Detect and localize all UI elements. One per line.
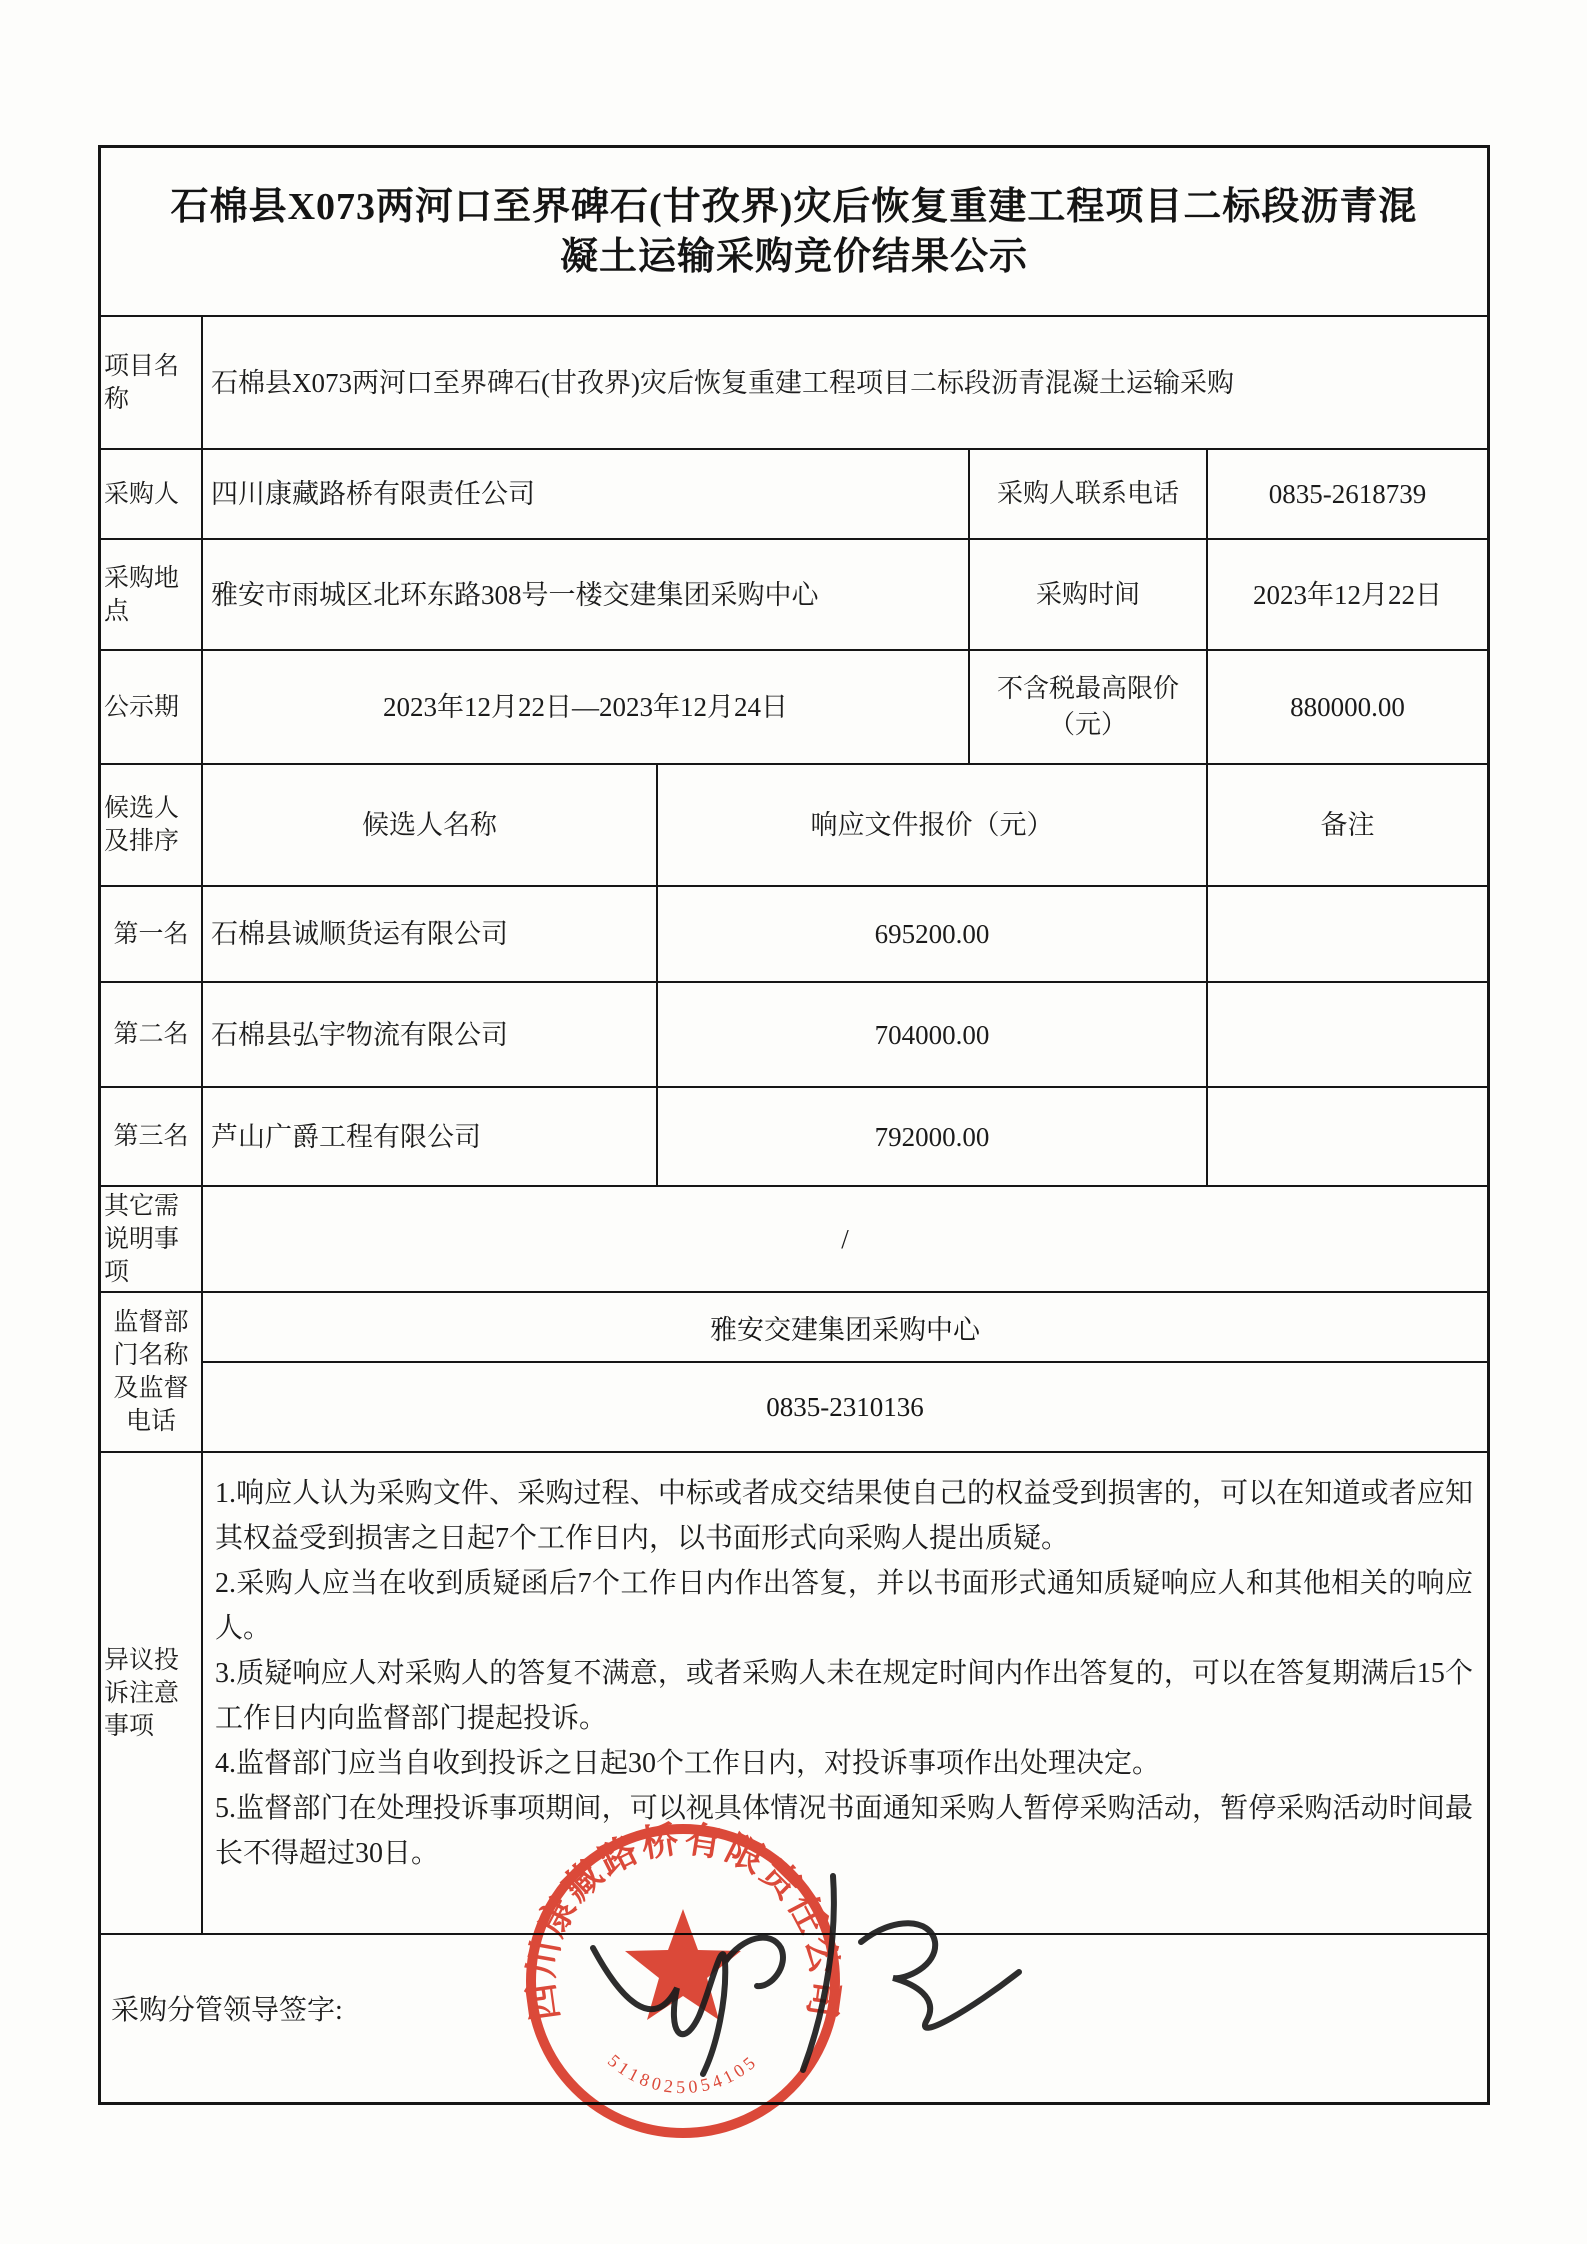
candidates-remark-header: 备注 [1320,810,1375,840]
table-row [101,887,1487,983]
complaint-item-2: 2.采购人应当在收到质疑函后7个工作日内作出答复，并以书面形式通知质疑响应人和其他相关的响应人。 [215,1568,1473,1644]
location-row [101,540,1487,651]
publicity-period-label: 公示期 [101,651,203,763]
table-row [101,983,1487,1088]
candidate-rank: 第二名 [101,983,203,1086]
other-notes-row [101,1187,1487,1293]
candidate-rank: 第一名 [101,887,203,981]
max-price-label: 不含税最高限价（元） [970,651,1208,763]
purchaser-phone-label: 采购人联系电话 [970,450,1208,538]
candidate-name: 石棉县弘宇物流有限公司 [203,983,658,1086]
candidate-name: 芦山广爵工程有限公司 [203,1088,658,1185]
location-label: 采购地点 [101,540,203,649]
page-title: 石棉县X073两河口至界碑石(甘孜界)灾后恢复重建工程项目二标段沥青混凝土运输采购竞价结果公示 [170,185,1418,278]
time-value: 2023年12月22日 [1253,579,1442,610]
project-name-label: 项目名称 [101,317,203,448]
supervision-department: 雅安交建集团采购中心 [203,1293,1487,1363]
supervision-row [101,1293,1487,1453]
complaint-item-5: 5.监督部门在处理投诉事项期间，可以视具体情况书面通知采购人暂停采购活动，暂停采购活动时间最长不得超过30日。 [215,1793,1473,1869]
publicity-period-value: 2023年12月22日—2023年12月24日 [203,651,970,763]
complaint-notes [203,1453,1487,1933]
candidates-header-row [101,765,1487,887]
seal-serial-text: 5118025054105 [604,2050,762,2098]
complaint-item-4: 4.监督部门应当自收到投诉之日起30个工作日内，对投诉事项作出处理决定。 [215,1748,1161,1779]
project-name-value: 石棉县X073两河口至界碑石(甘孜界)灾后恢复重建工程项目二标段沥青混凝土运输采购 [211,367,1234,398]
candidate-name: 石棉县诚顺货运有限公司 [203,887,658,981]
purchaser-label: 采购人 [101,450,203,538]
signature-row [101,1935,1487,2108]
complaint-item-3: 3.质疑响应人对采购人的答复不满意，或者采购人未在规定时间内作出答复的，可以在答复期满后15个工作日内向监督部门提起投诉。 [215,1658,1473,1734]
complaint-label: 异议投诉注意事项 [101,1453,203,1933]
candidate-remark [1208,983,1487,1086]
candidates-rank-header: 候选人及排序 [101,765,203,885]
publicity-period-row [101,651,1487,765]
supervision-values [203,1293,1487,1451]
location-value: 雅安市雨城区北环东路308号一楼交建集团采购中心 [203,540,970,649]
purchaser-value: 四川康藏路桥有限责任公司 [203,450,970,538]
table-row [101,1088,1487,1187]
candidate-price: 792000.00 [658,1088,1208,1185]
purchaser-phone-value: 0835-2618739 [1268,479,1427,509]
result-table [98,145,1490,2105]
candidate-price: 695200.00 [658,887,1208,981]
project-name-row [101,317,1487,450]
supervision-phone: 0835-2310136 [766,1391,924,1422]
signature-label: 采购分管领导签字: [111,1995,343,2026]
candidate-rank: 第三名 [101,1088,203,1185]
title-row [101,148,1487,317]
candidate-price: 704000.00 [658,983,1208,1086]
candidate-remark [1208,887,1487,981]
purchaser-row [101,450,1487,540]
complaint-item-1: 1.响应人认为采购文件、采购过程、中标或者成交结果使自己的权益受到损害的，可以在知道或者应知其权益受到损害之日起7个工作日内，以书面形式向采购人提出质疑。 [215,1478,1473,1554]
complaint-row [101,1453,1487,1935]
other-notes-label: 其它需说明事项 [101,1187,203,1291]
other-notes-value: / [841,1224,849,1254]
candidate-remark [1208,1088,1487,1185]
candidates-price-header: 响应文件报价（元） [658,765,1208,885]
candidates-name-header: 候选人名称 [203,765,658,885]
max-price-value: 880000.00 [1290,692,1405,722]
time-label: 采购时间 [970,540,1208,649]
supervision-label: 监督部门名称及监督电话 [101,1293,203,1451]
seal-company-text: 四川康藏路桥有限责任公司 [520,1819,846,2023]
